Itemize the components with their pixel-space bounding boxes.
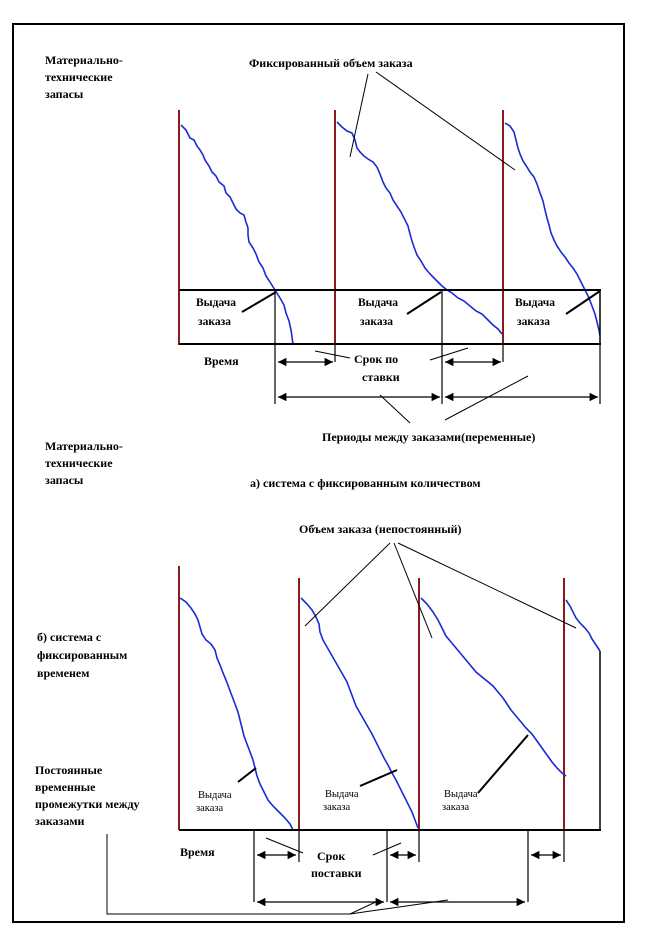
- bottom-issue-label-2: Выдача заказа: [323, 789, 359, 813]
- order-volume-label: Объем заказа (непостоянный): [299, 522, 462, 536]
- bottom-diagram: [35, 522, 601, 914]
- bottom-leader-volume-2: [394, 543, 432, 638]
- top-issue-label-2: Выдача заказа: [358, 297, 398, 328]
- top-leader-period-left: [380, 395, 410, 423]
- bottom-stock-curve-3: [421, 598, 566, 776]
- top-issue-pointer-2: [407, 292, 441, 314]
- fixed-time-system-label: б) система с фиксированным временем: [37, 630, 128, 680]
- bottom-lead-label: Срок поставки: [311, 849, 362, 880]
- top-issue-pointer-3: [566, 291, 600, 314]
- diagram-frame: [13, 24, 624, 922]
- bottom-issue-pointer-3: [478, 735, 528, 793]
- top-issue-pointer-1: [242, 292, 276, 312]
- constant-intervals-label: Постоянные временные промежутки между заказами: [35, 763, 140, 828]
- bottom-stock-curve-1: [180, 598, 293, 830]
- top-diagram: [45, 53, 601, 490]
- fixed-volume-label: Фиксированный объем заказа: [249, 56, 413, 70]
- bottom-issue-label-1: Выдача заказа: [196, 790, 232, 814]
- bottom-issue-pointer-2: [360, 770, 397, 786]
- top-lead-label: Срок по ставки: [354, 352, 400, 384]
- top-time-label: Время: [204, 354, 239, 368]
- bottom-ylabel: Материально- технические запасы: [45, 439, 123, 487]
- top-leader-period-right: [445, 376, 528, 420]
- top-issue-label-3: Выдача заказа: [515, 297, 555, 328]
- top-leader-lead-left: [315, 351, 350, 358]
- top-caption: а) система с фиксированным количеством: [250, 476, 481, 490]
- top-leader-lead-right: [430, 348, 468, 360]
- bottom-leader-volume-3: [398, 543, 576, 628]
- bottom-leader-lead-left: [266, 838, 303, 853]
- bottom-issue-pointer-1: [238, 768, 256, 782]
- bottom-leader-volume-1: [305, 543, 390, 626]
- bottom-issue-label-3: Выдача заказа: [442, 789, 478, 813]
- top-leader-volume-1: [350, 74, 368, 157]
- top-ylabel: Материально- технические запасы: [45, 53, 123, 101]
- top-stock-curve-1: [181, 125, 293, 344]
- top-issue-label-1: Выдача заказа: [196, 297, 236, 328]
- top-leader-volume-2: [376, 72, 515, 170]
- periods-label: Периоды между заказами(переменные): [322, 430, 536, 444]
- bottom-time-label: Время: [180, 845, 215, 859]
